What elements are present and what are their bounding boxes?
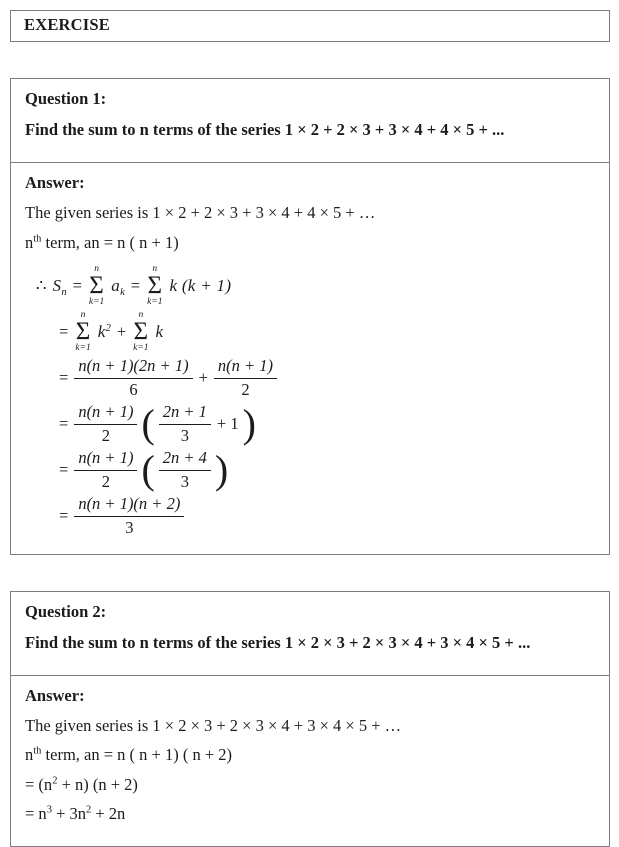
q1-var-Sn: S n <box>52 276 67 299</box>
equals-sign: = <box>59 414 69 434</box>
question-1-text: Find the sum to n terms of the series 1 × 2 + 2 × 3 + 3 × 4 + 4 × 5 + ... <box>25 120 505 140</box>
therefore-symbol: ∴ <box>36 276 47 296</box>
q2-expansion-line-2: = $n^3 + 3n^2 + 2n$ <box>25 803 126 823</box>
superscript-2: 2 <box>52 775 58 787</box>
q1-series-line: The given series is 1 × 2 + 2 × 3 + 3 × 4 + 4 × 5 + … <box>25 203 376 223</box>
q1-nth-term-line <box>25 232 595 254</box>
question-2-text: Find the sum to n terms of the series 1 × 2 × 3 + 2 × 3 × 4 + 3 × 4 × 5 + ... <box>25 633 531 653</box>
fraction: $\frac{2n + 4}{3}$ <box>159 448 211 492</box>
exercise-title: EXERCISE <box>24 15 110 34</box>
summation-symbol: n Σ k=1 <box>147 264 163 307</box>
fraction: $\frac{n(n + 1)}{2}$ <box>74 402 137 446</box>
answer-2-section <box>11 676 609 847</box>
question-1-section <box>11 79 609 163</box>
fraction: $\frac{n(n + 1)}{2}$ <box>214 356 277 400</box>
q1-math-line-1 <box>36 264 595 309</box>
plus-one: + 1 <box>216 414 239 434</box>
q2-series-line: The given series is 1 × 2 × 3 + 2 × 3 × 4 + 3 × 4 × 5 + … <box>25 716 402 736</box>
q1-term-k-k1: k (k + 1) <box>169 276 232 296</box>
question-1-title: Question 1: <box>25 89 107 108</box>
question-2-section <box>11 592 609 676</box>
answer-1-label: Answer: <box>25 172 85 192</box>
equals-sign: = <box>130 276 141 296</box>
q1-math-line-5 <box>59 448 595 493</box>
q1-math-line-2 <box>59 310 595 355</box>
question-2-title: Question 2: <box>25 601 107 621</box>
close-paren: ) <box>214 447 229 493</box>
q2-nth-term-line <box>25 744 595 766</box>
q2-nth-sup: th <box>33 745 42 757</box>
q2-expansion-line-1: = $(n^2 + n) (n + 2)$ <box>25 774 138 794</box>
open-paren: ( <box>141 447 155 493</box>
fraction: $\frac{n(n + 1)(2n + 1)}{6}$ <box>74 356 192 400</box>
close-paren: ) <box>242 401 256 447</box>
q1-nth-rest: term, an = n ( n + 1) <box>41 232 179 252</box>
q1-math-line-6 <box>59 494 595 539</box>
q1-nth-base: n <box>25 232 34 252</box>
plus-sign: + <box>116 322 127 342</box>
equals-sign: = <box>59 460 69 480</box>
fraction: $\frac{2n + 1}{3}$ <box>159 402 211 446</box>
equals-sign: = <box>72 276 82 296</box>
question-2-box <box>10 591 610 847</box>
fraction: $\frac{n(n + 1)(n + 2)}{3}$ <box>74 494 184 538</box>
q1-var-k: k <box>155 322 164 342</box>
q1-derivation <box>25 264 595 539</box>
superscript-2: 2 <box>86 804 92 816</box>
summation-symbol: n Σ k=1 <box>133 310 149 353</box>
q2-nth-base: n <box>25 745 34 765</box>
equals-sign: = <box>59 322 69 342</box>
q1-math-line-4 <box>59 402 595 447</box>
q2-nth-rest: term, an = n ( n + 1) ( n + 2) <box>41 745 233 765</box>
plus-sign: + <box>198 368 208 388</box>
summation-symbol: n Σ k=1 <box>88 264 105 307</box>
answer-1-section <box>11 163 609 554</box>
q1-nth-sup: th <box>33 233 42 245</box>
summation-symbol: n Σ k=1 <box>75 310 91 353</box>
question-1-box <box>10 78 610 555</box>
fraction: $\frac{n(n + 1)}{2}$ <box>74 448 137 492</box>
open-paren: ( <box>141 401 155 447</box>
answer-2-label: Answer: <box>25 685 85 705</box>
superscript-3: 3 <box>46 804 52 816</box>
q1-var-ak: a k <box>111 276 125 299</box>
q1-math-line-3 <box>59 356 595 401</box>
equals-sign: = <box>59 506 69 526</box>
equals-sign: = <box>59 368 69 388</box>
exercise-header-box <box>10 10 610 42</box>
q1-var-k-squared: k 2 <box>97 322 111 342</box>
